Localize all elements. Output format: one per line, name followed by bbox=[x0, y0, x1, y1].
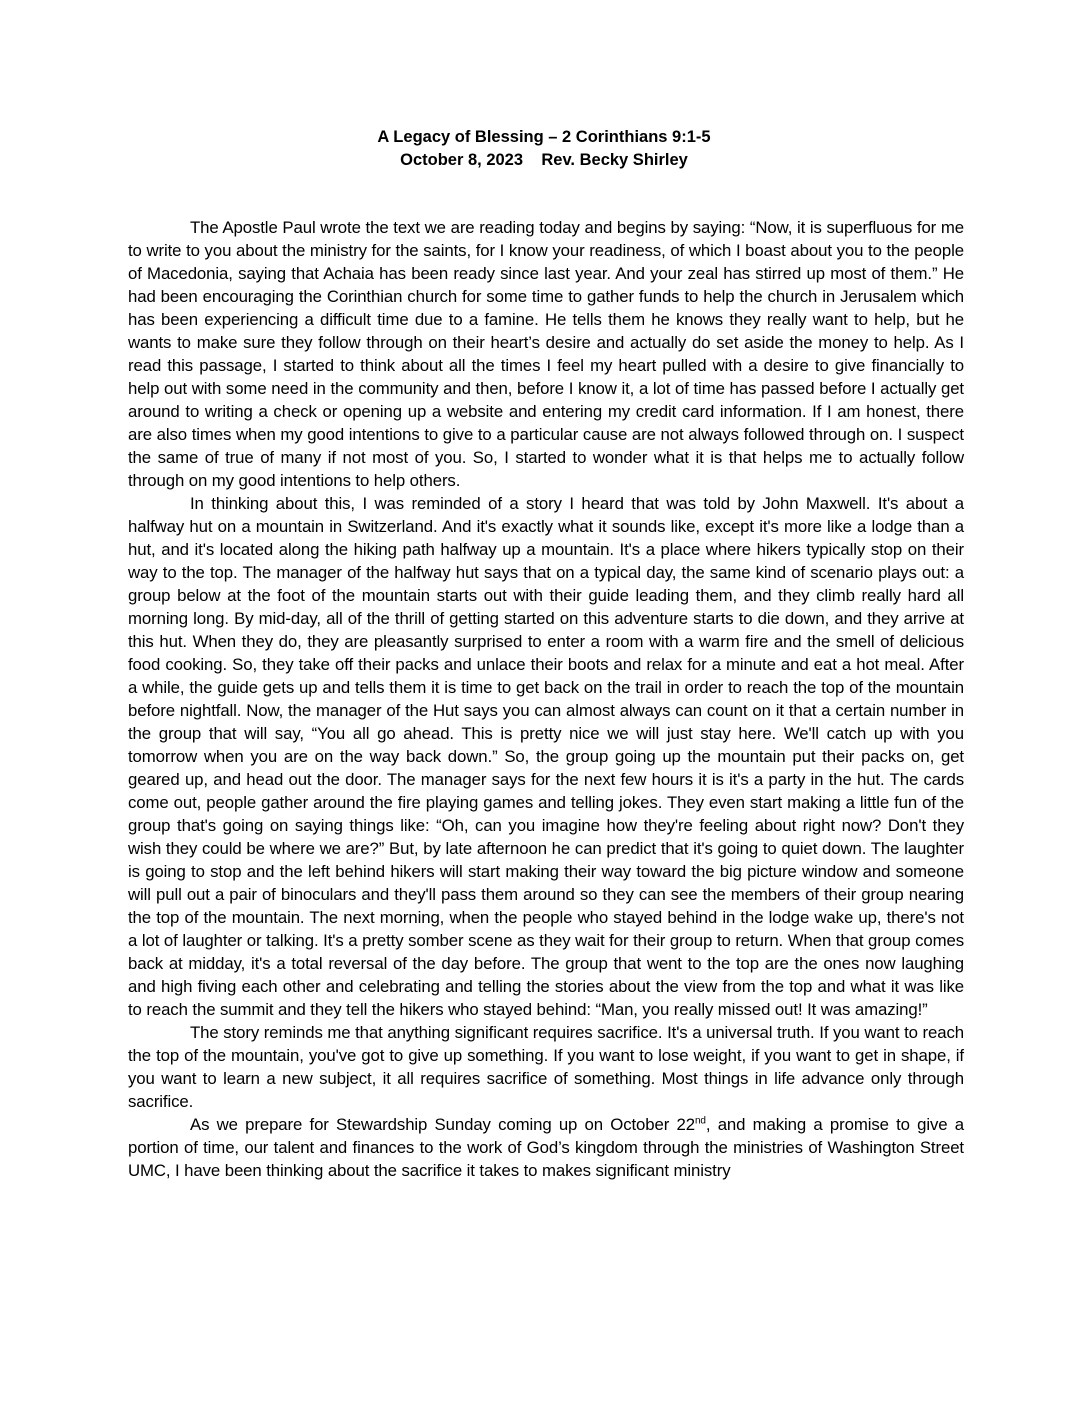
ordinal-superscript: nd bbox=[694, 1115, 706, 1127]
sermon-title: A Legacy of Blessing – 2 Corinthians 9:1-5 bbox=[377, 128, 711, 146]
title-block bbox=[0, 126, 1088, 172]
paragraph-4 bbox=[128, 1113, 964, 1182]
sermon-date: October 8, 2023 bbox=[400, 151, 524, 169]
paragraph-4-text-b: , and making a promise to give a portion of time, our talent and finances to the work of God’s kingdom through the ministries of Washington Street UMC, I have been thinking about the sacrifice it takes to makes significant ministry bbox=[128, 1115, 964, 1180]
paragraph-1: The Apostle Paul wrote the text we are reading today and begins by saying: “Now, it is superfluous for me to write to you about the ministry for the saints, for I know your readiness, of which I boast about you to the people of Macedonia, saying that Achaia has been ready since last year. And your zeal has stirred up most of them.” He had been encouraging the Corinthian church for some time to gather funds to help the church in Jerusalem which has been experiencing a difficult time due to a famine. He tells them he knows they really want to help, but he wants to make sure they follow through on their heart’s desire and actually do set aside the money to help. As I read this passage, I started to think about all the times I feel my heart pulled with a desire to give financially to help out with some need in the community and then, before I know it, a lot of time has passed before I actually get around to writing a check or opening up a website and entering my credit card information. If I am honest, there are also times when my good intentions to give to a particular cause are not always followed through on. I suspect the same of true of many if not most of you. So, I started to wonder what it is that helps me to actually follow through on my good intentions to help others. bbox=[128, 218, 964, 490]
paragraph-3: The story reminds me that anything significant requires sacrifice. It's a universal truth. If you want to reach the top of the mountain, you've got to give up something. If you want to lose weight, if you want to get in shape, if you want to learn a new subject, it all requires sacrifice of something. Most things in life advance only through sacrifice. bbox=[128, 1023, 964, 1111]
paragraph-4-text-a: As we prepare for Stewardship Sunday coming up on October 22 bbox=[190, 1115, 695, 1134]
sermon-subtitle bbox=[0, 149, 1088, 172]
sermon-author: Rev. Becky Shirley bbox=[541, 151, 688, 169]
sermon-body bbox=[128, 216, 964, 1182]
paragraph-2: In thinking about this, I was reminded of a story I heard that was told by John Maxwell. It's about a halfway hut on a mountain in Switzerland. And it's exactly what it sounds like, except it's more like a lodge than a hut, and it's located along the hiking path halfway up a mountain. It's a place where hikers typically stop on their way to the top. The manager of the halfway hut says that on a typical day, the same kind of scenario plays out: a group below at the foot of the mountain starts out with their guide leading them, and they climb really hard all morning long. By mid-day, all of the thrill of getting started on this adventure starts to die down, and they arrive at this hut. When they do, they are pleasantly surprised to enter a room with a warm fire and the smell of delicious food cooking. So, they take off their packs and unlace their boots and relax for a minute and eat a hot meal. After a while, the guide gets up and tells them it is time to get back on the trail in order to reach the top of the mountain before nightfall. Now, the manager of the Hut says you can almost always can count on it that a certain number in the group that will say, “You all go ahead. This is pretty nice we will just stay here. We'll catch up with you tomorrow when you are on the way back down.” So, the group going up the mountain put their packs on, get geared up, and head out the door. The manager says for the next few hours it is it's a party in the hut. The cards come out, people gather around the fire playing games and telling jokes. They even start making a little fun of the group that's going on saying things like: “Oh, can you imagine how they're feeling about right now? Don't they wish they could be where we are?” But, by late afternoon he can predict that it's going to quiet down. The laughter is going to stop and the left behind hikers will start making their way toward the big picture window and someone will pull out a pair of binoculars and they'll pass them around so they can see the members of their group nearing the top of the mountain. The next morning, when the people who stayed behind in the lodge wake up, there's not a lot of laughter or talking. It's a pretty somber scene as they wait for their group to return. When that group comes back at midday, it's a total reversal of the day before. The group that went to the top are the ones now laughing and high fiving each other and celebrating and telling the stories about the view from the top and what it was like to reach the summit and they tell the hikers who stayed behind: “Man, you really missed out! It was amazing!” bbox=[128, 494, 964, 1019]
